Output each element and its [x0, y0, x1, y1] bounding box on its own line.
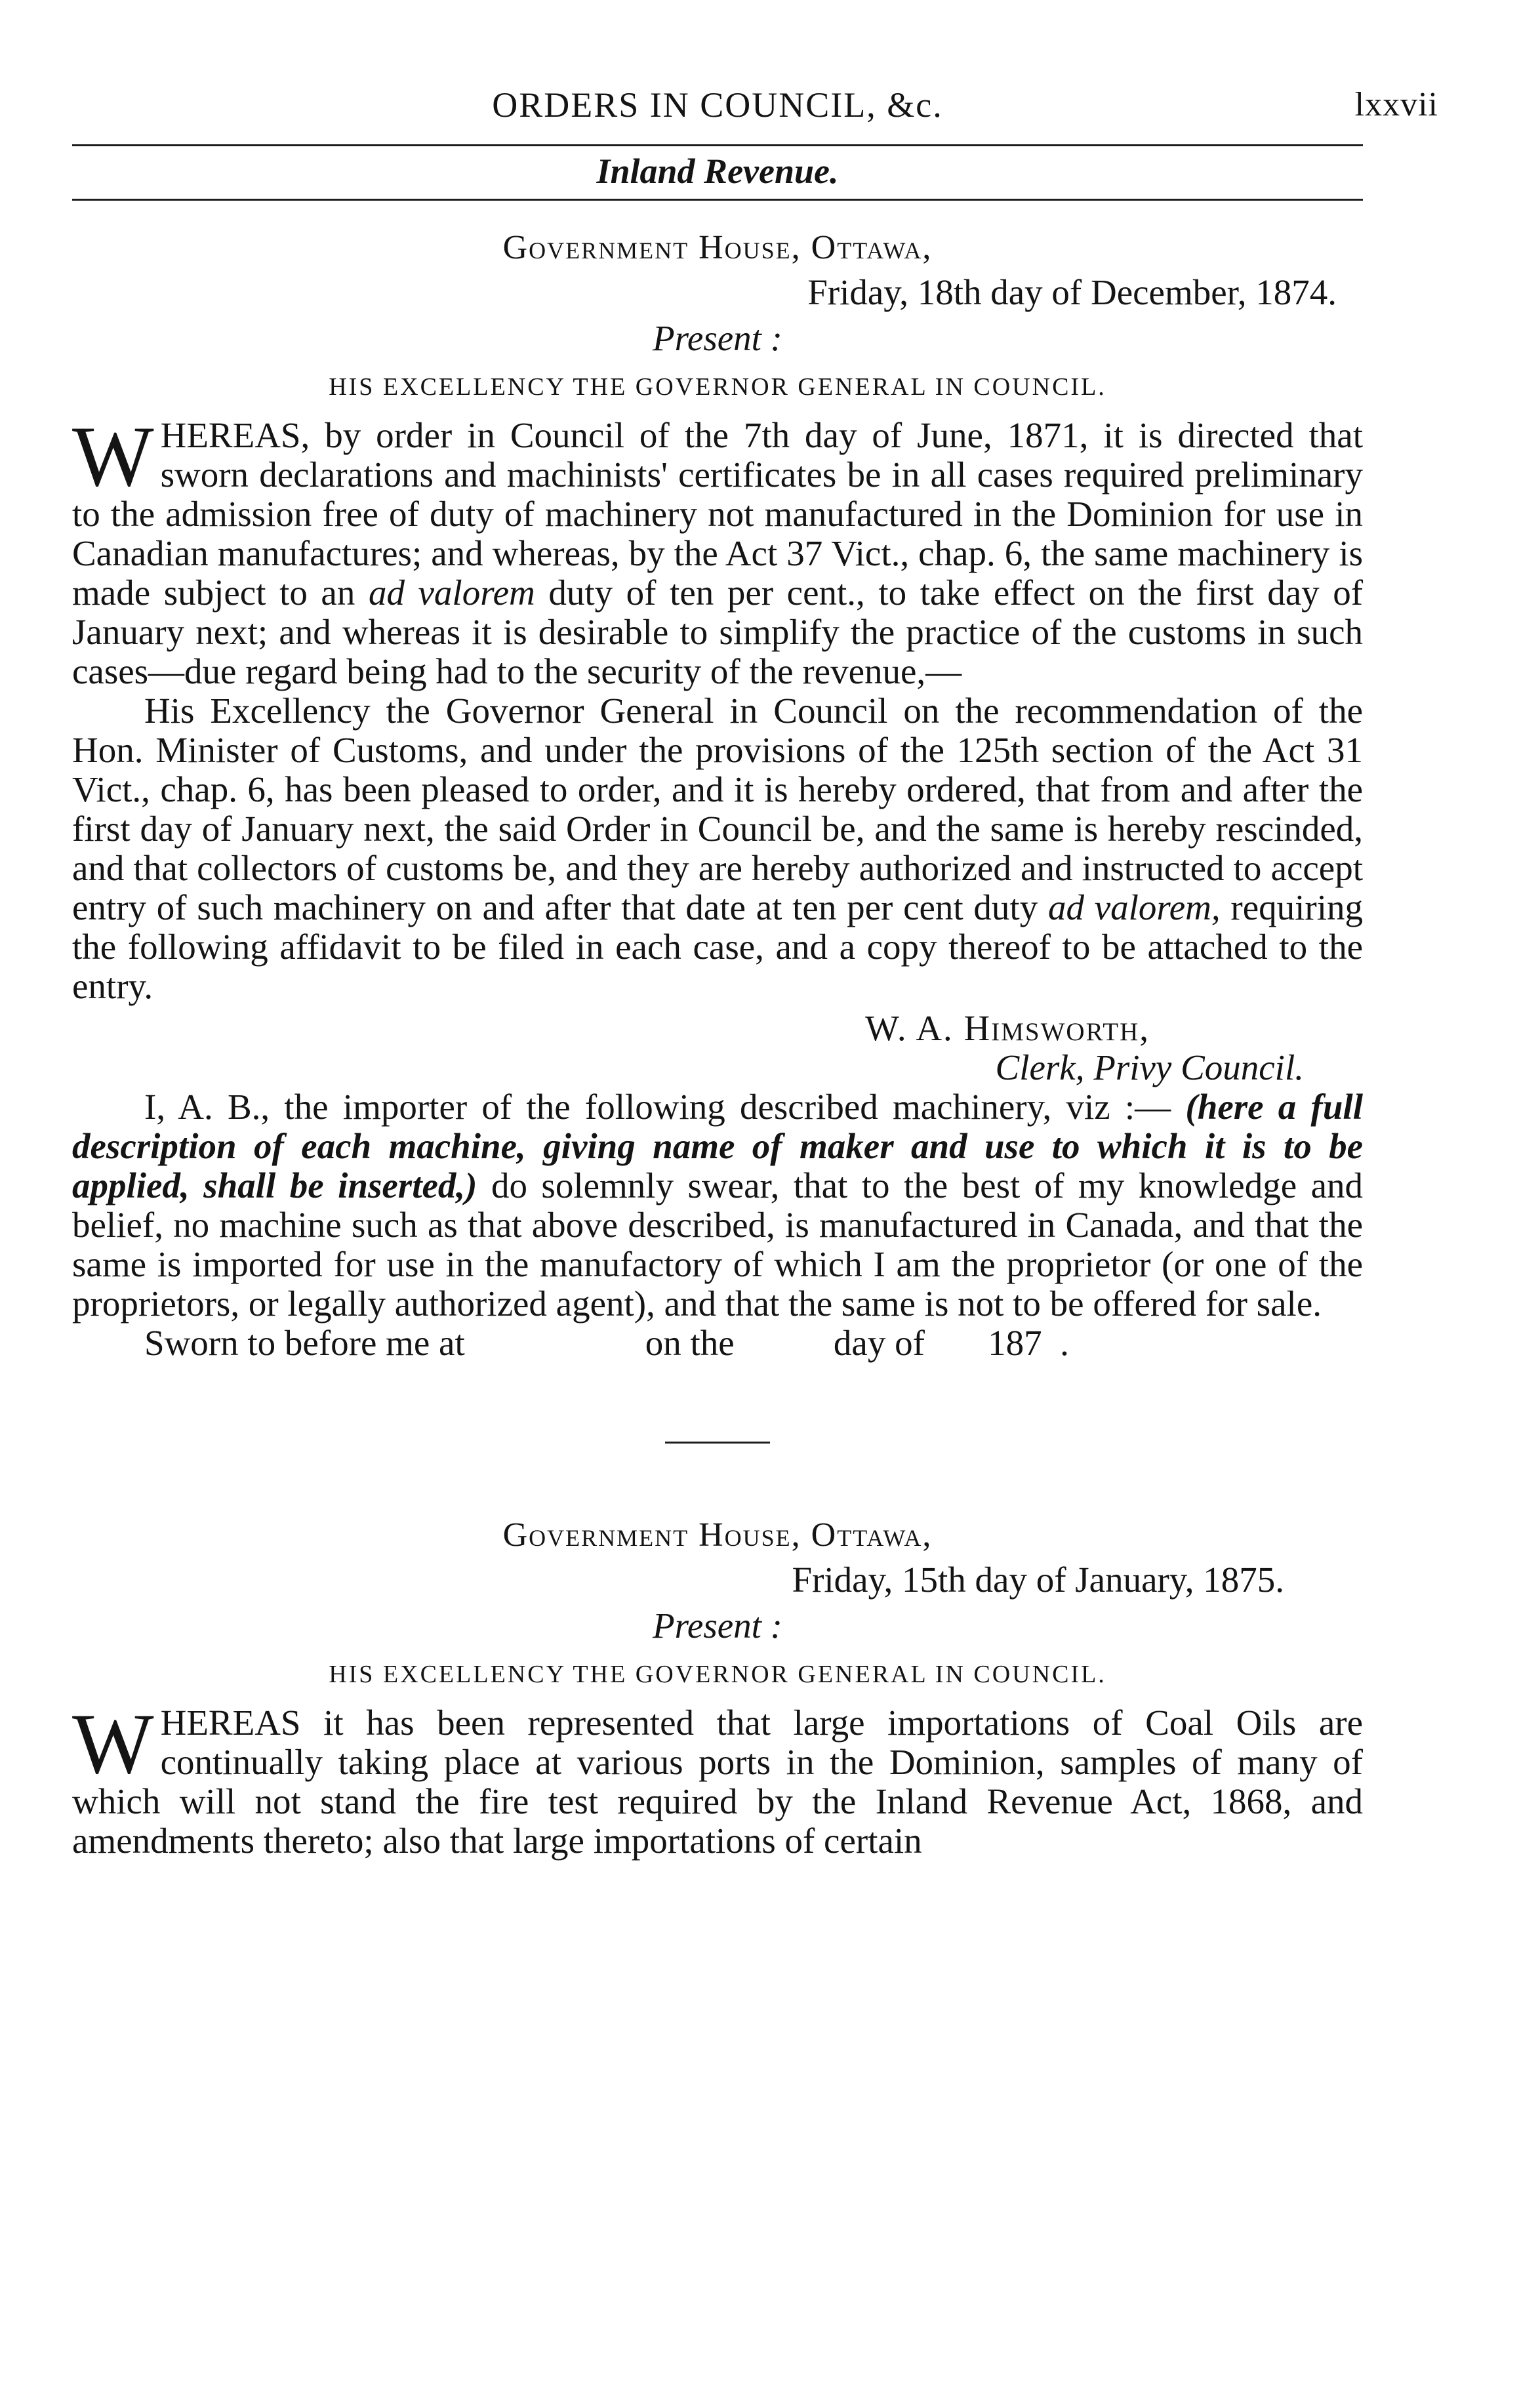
section-title: Inland Revenue.	[596, 152, 839, 191]
order1-council-heading: HIS EXCELLENCY THE GOVERNOR GENERAL IN COUNCIL.	[329, 373, 1106, 401]
order1-place	[72, 201, 1363, 268]
order2-whereas-paragraph	[72, 1695, 1363, 1861]
order2-drop-cap: W	[72, 1695, 154, 1792]
order1-order-text-2: requiring the following affidavit to be filed in each case, and a copy thereof to be attached to the entry.	[72, 887, 1363, 1006]
affidavit-italic-note: (here a full description of each machine, giving name of maker and use to which it is to be applied, shall be inserted,)	[72, 1087, 1363, 1205]
signatory-name	[72, 1009, 1363, 1048]
order1-whereas-text: HEREAS, by order in Council of the 7th day of June, 1871, it is directed that sworn declarations and machinists' certificates be in all cases required preliminary to the admission free of duty of machinery not manufactured in the Dominion for use in Canadian manufactures; and whereas, by the Act 37 Vict., chap. 6, the same machinery is made subject to an	[72, 415, 1363, 613]
order1-present: Present :	[652, 318, 783, 358]
affidavit-text-2: do solemnly swear, that to the best of my knowledge and belief, no machine such as that above described, is manufactured in Canada, and that the same is imported for use in the manufactory of which I am the proprietor (or one of the proprietors, or legally authorized agent), and that the same is not to be offered for sale.	[72, 1165, 1363, 1324]
order1-ad-valorem-2: ad valorem,	[1047, 887, 1221, 927]
order1-whereas-tail: duty of ten per cent., to take effect on the first day of January next; and whereas it is desirable to simplify the practice of the customs in such cases—due regard being had to the security of the revenue,—	[72, 573, 1364, 691]
order2-whereas-text: HEREAS it has been represented that large importations of Coal Oils are continually taking place at various ports in the Dominion, samples of many of which will not stand the fire test required by the Inland Revenue Act, 1868, and amendments thereto; also that large importations of certain	[72, 1703, 1363, 1861]
affidavit-text-1: I, A. B., the importer of the following described machinery, viz :—	[144, 1087, 1171, 1127]
running-head	[72, 85, 1438, 144]
page-number: lxxvii	[1354, 86, 1438, 123]
order1-order-paragraph	[72, 691, 1363, 1006]
running-title: ORDERS IN COUNCIL, &c.	[492, 85, 943, 125]
order1-whereas-paragraph	[72, 408, 1364, 691]
order1-place-text: Government House, Ottawa,	[502, 229, 933, 266]
order2-council-heading: HIS EXCELLENCY THE GOVERNOR GENERAL IN COUNCIL.	[329, 1661, 1106, 1688]
order1-date: Friday, 18th day of December, 1874.	[807, 272, 1337, 312]
order2-date: Friday, 15th day of January, 1875.	[792, 1560, 1284, 1600]
affidavit-paragraph	[72, 1087, 1363, 1324]
signatory-title: Clerk, Privy Council.	[995, 1047, 1304, 1087]
signatory-name-text: W. A. Himsworth,	[864, 1008, 1150, 1048]
order2-place	[72, 1444, 1363, 1555]
order2-place-text: Government House, Ottawa,	[502, 1516, 933, 1554]
order2-present: Present :	[652, 1606, 783, 1646]
order1-order-text-1: His Excellency the Governor General in Council on the recommendation of the Hon. Minister of Customs, and under the provisions of the 125th section of the Act 31 Vict., chap. 6, has been pleased to order, and it is hereby ordered, that from and after the first day of January next, the said Order in Council be, and the same is hereby rescinded, and that collectors of customs be, and they are hereby authorized and instructed to accept entry of such machinery on and after that date at ten per cent duty	[72, 691, 1363, 927]
order1-drop-cap: W	[72, 408, 154, 504]
order1-ad-valorem-1: ad valorem	[368, 573, 535, 613]
sworn-line: Sworn to before me at on the day of 187 .	[144, 1323, 1069, 1363]
